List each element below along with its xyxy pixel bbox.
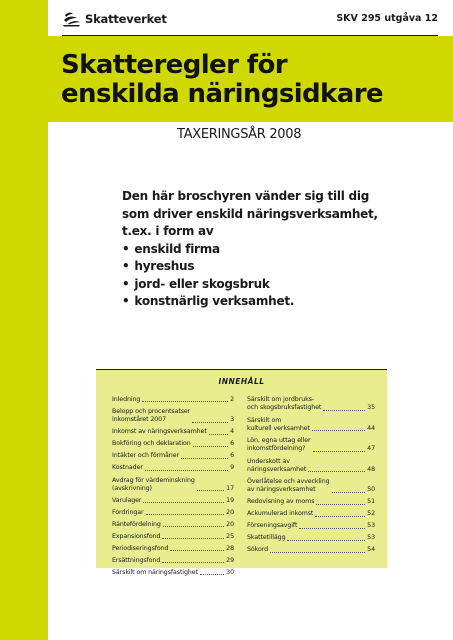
- dot-leader: [197, 490, 224, 491]
- toc-entry-page: 30: [226, 568, 234, 576]
- toc-heading: INNEHÅLL: [218, 377, 265, 386]
- dot-leader: [192, 422, 228, 423]
- toc-entry[interactable]: [112, 404, 234, 425]
- title-line: enskilda näringsidkare: [61, 79, 383, 109]
- dot-leader: [332, 492, 366, 493]
- list-item: • hyreshus: [122, 259, 195, 273]
- page-title: [61, 51, 383, 109]
- toc-entry[interactable]: [247, 519, 375, 531]
- list-item: • konstnärlig verksamhet.: [122, 294, 295, 308]
- toc-entry-label: Periodiseringsfond: [112, 544, 169, 552]
- toc-entry-page: 48: [367, 465, 375, 473]
- toc-entry[interactable]: [247, 392, 375, 413]
- toc-entry-label: Lön, egna uttag eller inkomstfördelning?: [247, 437, 311, 453]
- toc-entry-label: Kostnader: [112, 464, 143, 472]
- dot-leader: [287, 540, 365, 541]
- tax-year: TAXERINGSÅR 2008: [177, 127, 302, 142]
- dot-leader: [308, 471, 365, 472]
- toc-entry-label: Särskilt om näringsfastighet: [112, 568, 198, 576]
- toc-entry-label: Redovisning av moms: [247, 498, 315, 506]
- dot-leader: [299, 528, 365, 529]
- toc-entry-page: 20: [226, 520, 234, 528]
- title-line: Skatteregler för: [61, 50, 287, 80]
- toc-entry[interactable]: [112, 461, 234, 473]
- dot-leader: [316, 504, 365, 505]
- toc-entry[interactable]: [112, 473, 234, 494]
- bullet-icon: •: [122, 259, 130, 273]
- intro-text: [122, 188, 422, 311]
- toc-entry[interactable]: [247, 413, 375, 434]
- toc-entry-label: Skattetillägg: [247, 534, 286, 542]
- toc-entry[interactable]: [112, 541, 234, 553]
- toc-entry[interactable]: [112, 565, 234, 577]
- document-number: SKV 295 utgåva 12: [336, 13, 438, 24]
- toc-entry-page: 52: [367, 510, 375, 518]
- toc-entry[interactable]: [247, 543, 375, 555]
- toc-entry-label: Ersättningsfond: [112, 556, 161, 564]
- dot-leader: [142, 401, 228, 402]
- dot-leader: [145, 470, 228, 471]
- toc-entry-label: Underskott av näringsverksamhet: [247, 457, 307, 473]
- toc-entry[interactable]: [112, 553, 234, 565]
- list-item: • jord- eller skogsbruk: [122, 276, 270, 291]
- toc-entry[interactable]: [112, 392, 234, 404]
- toc-entry[interactable]: [247, 454, 375, 475]
- toc-entry-label: Inkomst av näringsverksamhet: [112, 428, 207, 436]
- toc-entry-label: Ackumulerad inkomst: [247, 510, 314, 518]
- dot-leader: [170, 550, 224, 551]
- toc-entry[interactable]: [112, 437, 234, 449]
- toc-entry-page: 25: [226, 532, 234, 540]
- toc-entry-label: Särskilt om kulturell verksamhet: [247, 416, 310, 432]
- toc-entry-label: Fordringar: [112, 508, 144, 516]
- toc-entry[interactable]: [112, 425, 234, 437]
- toc-entry[interactable]: [247, 474, 375, 495]
- toc-entry-page: 19: [226, 496, 234, 504]
- toc-entry-label: Förseningsavgift: [247, 522, 298, 530]
- toc-entry-label: Varulager: [112, 496, 142, 504]
- toc-entry[interactable]: [112, 505, 234, 517]
- toc-entry-page: 9: [230, 464, 234, 472]
- toc-entry-label: Belopp och procentsatser inkomståret 2007: [112, 408, 191, 424]
- toc-entry-page: 54: [367, 546, 375, 554]
- toc-entry[interactable]: [247, 507, 375, 519]
- toc-entry-label: Överlåtelse och avveckling av näringsverksamhet: [247, 478, 330, 494]
- toc-entry-page: 3: [230, 416, 234, 424]
- toc-entry-page: 50: [367, 486, 375, 494]
- toc-entry-page: 35: [367, 404, 375, 412]
- toc-entry[interactable]: [112, 493, 234, 505]
- toc-entry-label: Räntefördelning: [112, 520, 161, 528]
- dot-leader: [162, 562, 224, 563]
- dot-leader: [146, 514, 225, 515]
- toc-entry[interactable]: [247, 433, 375, 454]
- toc-entry-label: Avdrag för värdeminskning (avskrivning): [112, 476, 195, 492]
- dot-leader: [313, 451, 366, 452]
- dot-leader: [200, 574, 224, 575]
- dot-leader: [162, 538, 224, 539]
- toc-entry-page: 4: [230, 428, 234, 436]
- bullet-icon: •: [122, 276, 130, 291]
- toc-entry-page: 6: [230, 452, 234, 460]
- intro-line: som driver enskild näringsverksamhet,: [122, 206, 378, 221]
- toc-entry-label: Särskilt om jordbruks- och skogsbruksfastighet: [247, 396, 322, 412]
- toc-entry-page: 6: [230, 440, 234, 448]
- list-item: • enskild firma: [122, 241, 220, 256]
- toc-entry-label: Inledning: [112, 395, 141, 403]
- toc-entry-label: Bokföring och deklaration: [112, 440, 191, 448]
- toc-entry-page: 51: [367, 498, 375, 506]
- toc-entry-page: 53: [367, 534, 375, 542]
- intro-line: t.ex. i form av: [122, 224, 214, 238]
- dot-leader: [143, 502, 224, 503]
- toc-entry[interactable]: [112, 449, 234, 461]
- dot-leader: [315, 516, 365, 517]
- toc-entry-page: 2: [230, 395, 234, 403]
- toc-entry-page: 53: [367, 522, 375, 530]
- brand-logo: [62, 11, 167, 27]
- dot-leader: [193, 446, 228, 447]
- toc-entry[interactable]: [247, 531, 375, 543]
- dot-leader: [163, 526, 224, 527]
- toc-entry-page: 17: [226, 484, 234, 492]
- dot-leader: [323, 410, 365, 411]
- dot-leader: [312, 430, 365, 431]
- toc-entry-page: 29: [226, 556, 234, 564]
- toc-entry-label: Intäkter och förmåner: [112, 452, 179, 460]
- toc-entry-label: Expansionsfond: [112, 532, 161, 540]
- crown-icon: [62, 11, 82, 27]
- toc-entry[interactable]: [112, 529, 234, 541]
- header-bar: [48, 0, 453, 35]
- toc-entry-label: Sökord: [247, 546, 268, 554]
- dot-leader: [270, 552, 365, 553]
- toc-column-right: [247, 392, 375, 555]
- toc-entry[interactable]: [247, 495, 375, 507]
- bullet-icon: •: [122, 294, 130, 308]
- toc-entry[interactable]: [112, 517, 234, 529]
- brand-name: Skatteverket: [85, 12, 167, 26]
- bullet-icon: •: [122, 241, 130, 256]
- toc-column-left: [112, 392, 234, 577]
- toc-entry-page: 44: [367, 424, 375, 432]
- intro-line: Den här broschyren vänder sig till dig: [122, 189, 370, 203]
- toc-entry-page: 20: [226, 508, 234, 516]
- audience-list: [122, 241, 422, 311]
- dot-leader: [181, 458, 228, 459]
- toc-entry-page: 47: [367, 445, 375, 453]
- toc-entry-page: 28: [226, 544, 234, 552]
- dot-leader: [209, 434, 228, 435]
- table-of-contents: [96, 369, 387, 576]
